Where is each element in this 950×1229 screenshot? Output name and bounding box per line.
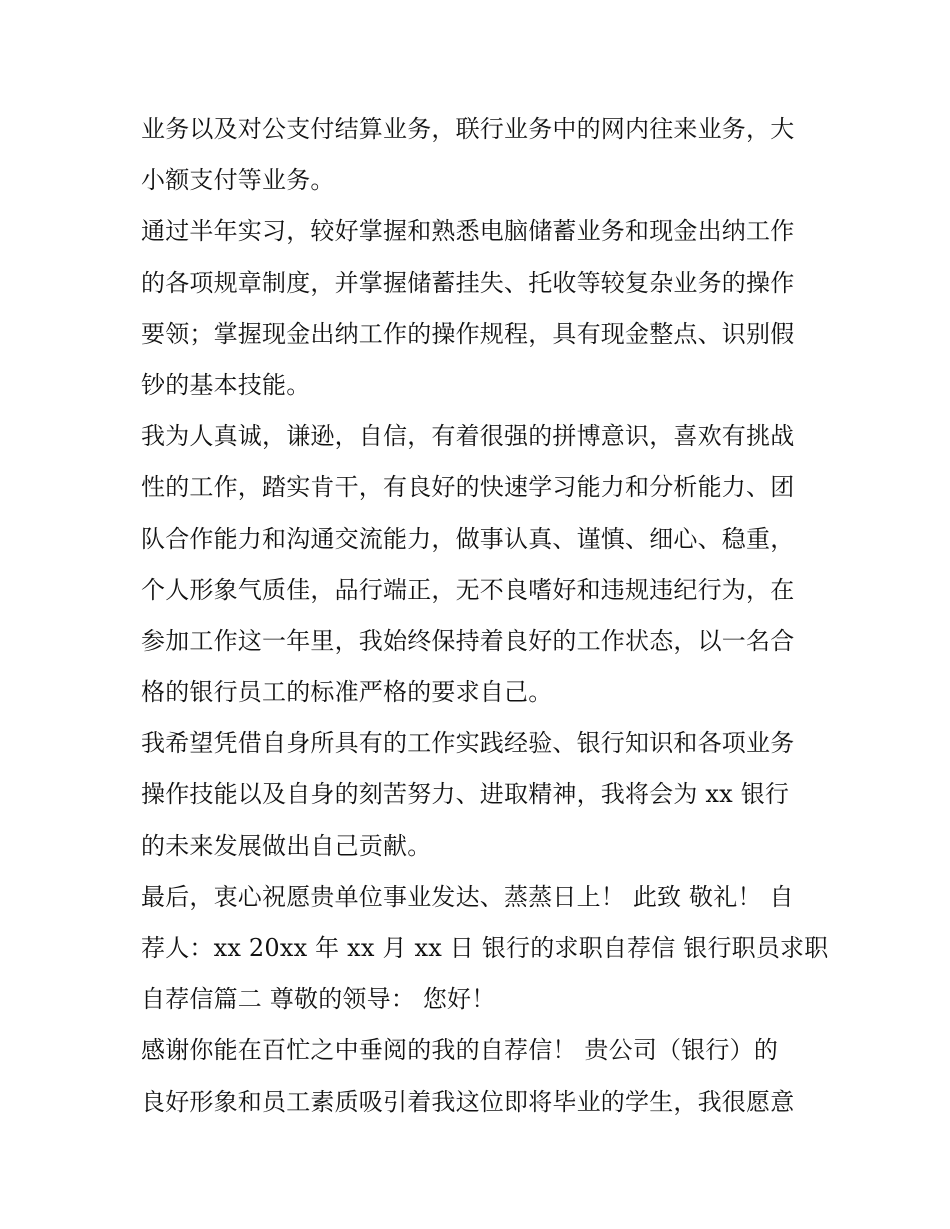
text-line: 个人形象气质佳，品行端正，无不良嗜好和违规违纪行为，在 <box>141 575 795 604</box>
text-line: 格的银行员工的标准严格的要求自己。 <box>141 678 553 707</box>
text-line: 参加工作这一年里，我始终保持着良好的工作状态，以一名合 <box>141 626 795 655</box>
text-line: 要领；掌握现金出纳工作的操作规程，具有现金整点、识别假 <box>141 319 795 348</box>
text-line: 操作技能以及自身的刻苦努力、进取精神，我将会为 xx 银行 <box>141 780 790 809</box>
text-line: 最后，衷心祝愿贵单位事业发达、蒸蒸日上！ 此致 敬礼！ 自 <box>141 882 794 911</box>
text-line: 钞的基本技能。 <box>141 370 311 399</box>
text-line: 性的工作，踏实肯干，有良好的快速学习能力和分析能力、团 <box>141 473 795 502</box>
text-line: 荐人：xx 20xx 年 xx 月 xx 日 银行的求职自荐信 银行职员求职 <box>141 934 829 962</box>
text-line: 业务以及对公支付结算业务，联行业务中的网内往来业务，大 <box>141 115 795 143</box>
text-line: 我希望凭借自身所具有的工作实践经验、银行知识和各项业务 <box>141 729 795 758</box>
text-line: 自荐信篇二 尊敬的领导： 您好！ <box>141 985 496 1014</box>
text-line: 通过半年实习，较好掌握和熟悉电脑储蓄业务和现金出纳工作 <box>141 217 795 246</box>
text-line: 感谢你能在百忙之中垂阅的我的自荐信！ 贵公司（银行）的 <box>141 1036 779 1065</box>
text-line: 队合作能力和沟通交流能力，做事认真、谨慎、细心、稳重， <box>141 524 795 553</box>
text-line: 的未来发展做出自己贡献。 <box>141 831 432 860</box>
text-line: 的各项规章制度，并掌握储蓄挂失、托收等较复杂业务的操作 <box>141 268 795 297</box>
document-body <box>141 104 829 1128</box>
text-line: 良好形象和员工素质吸引着我这位即将毕业的学生，我很愿意 <box>141 1087 795 1116</box>
text-line: 小额支付等业务。 <box>141 166 335 195</box>
text-line: 我为人真诚，谦逊，自信，有着很强的拼博意识，喜欢有挑战 <box>141 422 795 451</box>
